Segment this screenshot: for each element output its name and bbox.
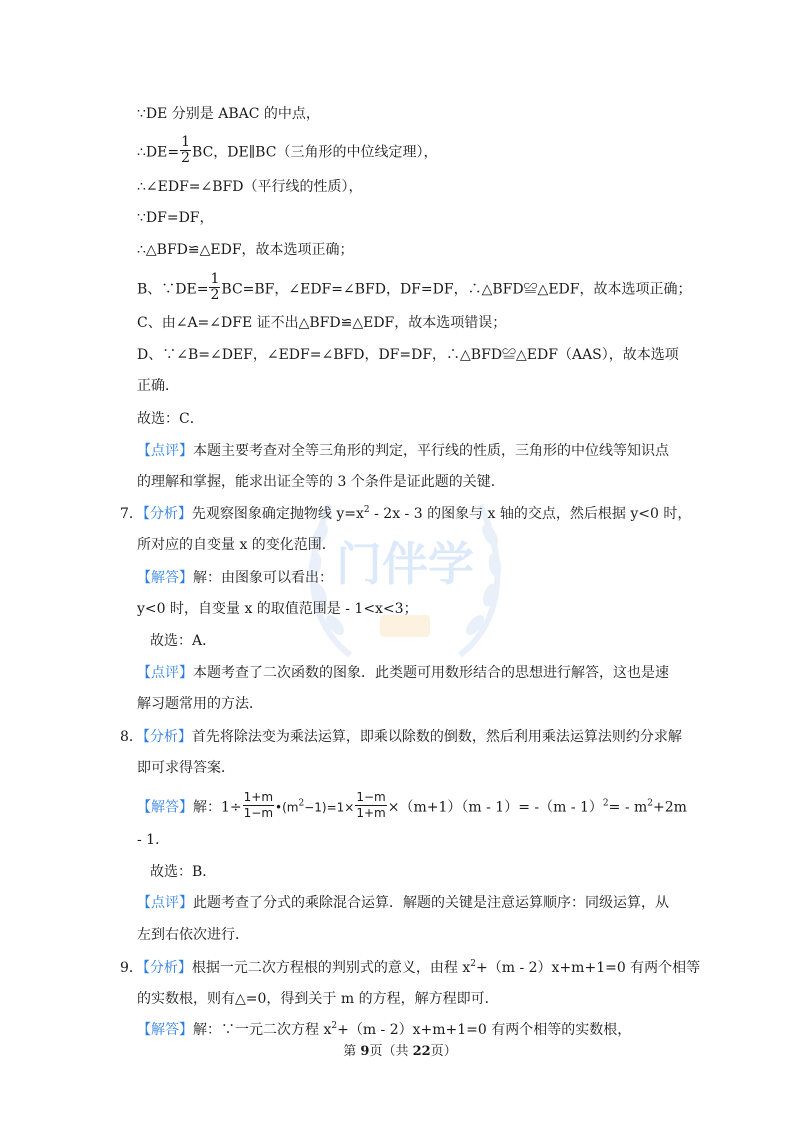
page-footer: 第 9页（共 22页）	[343, 1044, 457, 1059]
q8-answer-line-2: - 1．	[137, 832, 170, 848]
q9-analysis-line-2: 的实数根，则有△=0，得到关于 m 的方程，解方程即可．	[137, 991, 499, 1007]
answer-tag: 【解答】	[137, 1022, 193, 1038]
fraction-half: $\frac{1}{2}$	[181, 134, 191, 166]
comment-tag: 【点评】	[137, 665, 193, 681]
comment-tag: 【点评】	[137, 443, 193, 459]
q7-comment: 【点评】本题考查了二次函数的图象．此类题可用数形结合的思想进行解答，这也是速	[137, 665, 669, 681]
page-number: 9	[360, 1044, 370, 1059]
page-total: 22	[412, 1044, 431, 1059]
q8-answer: 【解答】解：1÷ $\frac{1+m}{1-m}$ $•(m^2-1)=1\times$ $\frac{1-m}{1+m}$ $\times(m+1)(m - 1)= -(m - 1)^2= - m^2+2m$	[137, 790, 687, 820]
q6-line-9: 正确．	[137, 378, 179, 394]
svg-text:门伴学: 门伴学	[336, 537, 474, 591]
q7-comment-line-2: 解习题常用的方法．	[137, 696, 263, 712]
q7-analysis: 7．【分析】先观察图象确定抛物线 $y=x^2 - 2x - 3$ 的图象与 x 轴的交点，然后根据 y<0 时，	[120, 505, 692, 522]
q6-line-5: ∴△BFD≌△EDF，故本选项正确；	[137, 242, 354, 258]
fraction-half: $\frac{1}{2}$	[210, 271, 220, 303]
q6-line-10: 故选：C．	[137, 411, 204, 427]
fraction-2: $\frac{1-m}{1+m}$	[356, 790, 386, 820]
q8-analysis-line-2: 即可求得答案．	[137, 760, 235, 776]
q6-line-4: ∵DF=DF，	[137, 210, 214, 226]
q8-comment-line-2: 左到右依次进行．	[137, 927, 249, 943]
q7-analysis-line-2: 所对应的自变量 x 的变化范围．	[137, 537, 336, 553]
q6-line-2: ∴DE= $\frac{1}{2}$ BC，DE∥BC（三角形的中位线定理），	[137, 134, 438, 166]
q8-analysis: 8．【分析】首先将除法变为乘法运算，即乘以除数的倒数，然后利用乘法运算法则约分求解	[120, 729, 682, 745]
analysis-tag: 【分析】	[142, 960, 192, 976]
q9-analysis: 9．【分析】根据一元二次方程根的判别式的意义，由程 $x^2+(m - 2)x+m+1=0$ 有两个相等	[120, 959, 701, 976]
q7-answer-line-2: y<0 时，自变量 x 的取值范围是 - 1<x<3；	[137, 601, 418, 617]
answer-tag: 【解答】	[137, 799, 193, 816]
analysis-tag: 【分析】	[142, 506, 192, 522]
q7-answer-line-3: 故选：A．	[150, 633, 217, 649]
q8-answer-line-3: 故选：B．	[150, 864, 217, 880]
answer-tag: 【解答】	[137, 570, 193, 586]
q6-line-6: B、∵DE= $\frac{1}{2}$ BC=BF，∠EDF=∠BFD，DF=DF，∴△BFD≌△EDF，故本选项正确；	[137, 271, 692, 303]
q6-line-3: ∴∠EDF=∠BFD（平行线的性质），	[137, 179, 363, 195]
q6-comment-line-2: 的理解和掌握，能求出证全等的 3 个条件是证此题的关键．	[137, 474, 505, 490]
fraction-1: $\frac{1+m}{1-m}$	[243, 790, 274, 820]
q6-comment: 【点评】本题主要考查对全等三角形的判定，平行线的性质，三角形的中位线等知识点	[137, 443, 669, 459]
q7-answer: 【解答】解：由图象可以看出：	[137, 570, 333, 586]
q8-comment: 【点评】此题考查了分式的乘除混合运算．解题的关键是注意运算顺序：同级运算，从	[137, 895, 669, 911]
q6-line-1: ∵DE 分别是 ABAC 的中点，	[137, 106, 320, 122]
q9-answer: 【解答】解：∵一元二次方程 $x^2+(m - 2)x+m+1=0$ 有两个相等的实数根，	[137, 1021, 632, 1038]
q6-line-7: C、由∠A=∠DFE 证不出△BFD≌△EDF，故本选项错误；	[137, 315, 507, 331]
analysis-tag: 【分析】	[142, 729, 192, 745]
comment-tag: 【点评】	[137, 895, 193, 911]
q6-line-8: D、∵∠B=∠DEF，∠EDF=∠BFD，DF=DF，∴△BFD≌△EDF（AAS），故本选项	[137, 347, 679, 363]
